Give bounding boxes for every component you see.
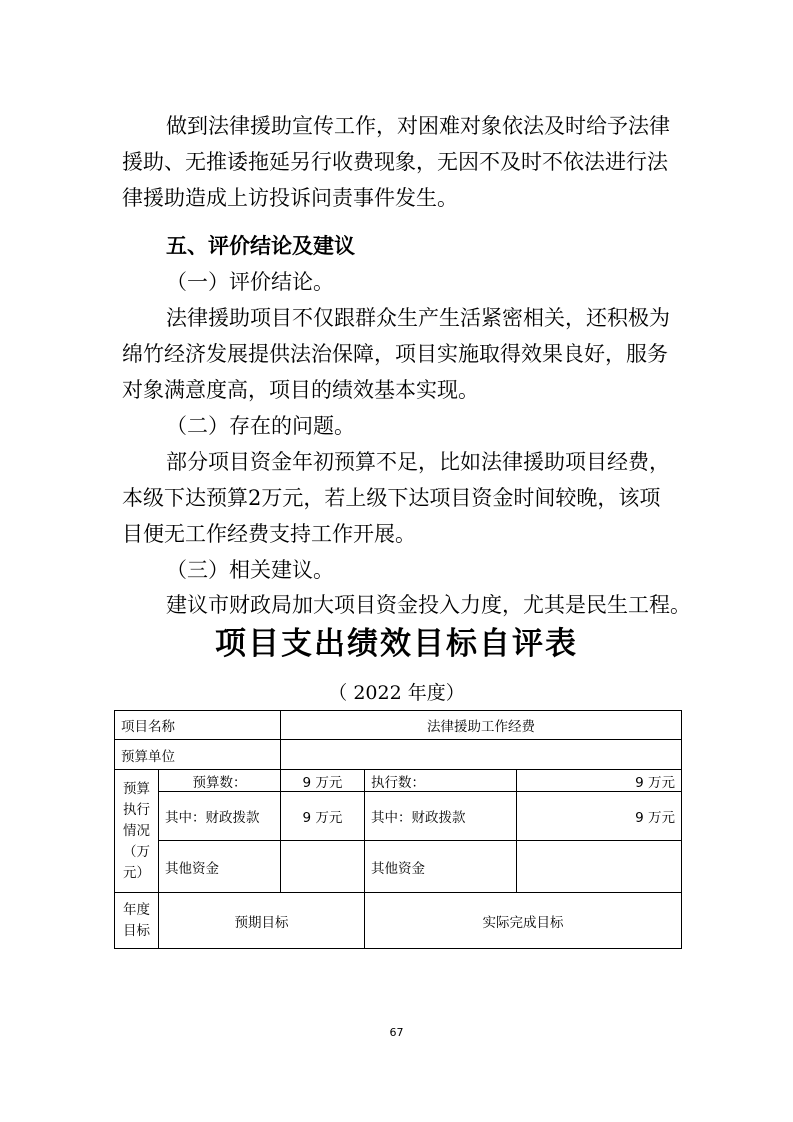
table-row	[115, 770, 682, 792]
project-name-value: 法律援助工作经费	[281, 711, 682, 740]
paragraph-line: 绵竹经济发展提供法治保障，项目实施取得效果良好，服务	[122, 342, 668, 366]
paragraph-line: 援助、无推诿拖延另行收费现象，无因不及时不依法进行法	[122, 150, 668, 174]
budget-amount-label: 预算数：	[159, 770, 281, 792]
other-funds-label: 其他资金	[159, 841, 281, 893]
fiscal-exec-value: 9 万元	[517, 792, 682, 841]
project-name-label: 项目名称	[115, 711, 281, 740]
page-number: 67	[389, 1026, 404, 1039]
subsection-heading: （二）存在的问题。	[166, 414, 355, 438]
paragraph-line: 部分项目资金年初预算不足，比如法律援助项目经费，	[166, 450, 670, 474]
self-evaluation-table	[114, 710, 682, 949]
actual-goal-header: 实际完成目标	[365, 893, 682, 949]
other-funds-value	[281, 841, 365, 893]
fiscal-label: 其中：财政拨款	[159, 792, 281, 841]
paragraph-line: 律援助造成上访投诉问责事件发生。	[122, 186, 458, 210]
section-heading: 五、评价结论及建议	[166, 234, 355, 258]
fiscal-budget-value: 9 万元	[281, 792, 365, 841]
budget-amount-value: 9 万元	[281, 770, 365, 792]
budget-unit-label: 预算单位	[115, 740, 281, 770]
exec-amount-value: 9 万元	[517, 770, 682, 792]
fiscal-exec-label: 其中：财政拨款	[365, 792, 517, 841]
table-row	[115, 740, 682, 770]
table-row	[115, 711, 682, 740]
paragraph-line: 目便无工作经费支持工作开展。	[122, 522, 416, 546]
other-funds-exec-label: 其他资金	[365, 841, 517, 893]
budget-unit-value	[281, 740, 682, 770]
subsection-heading: （三）相关建议。	[166, 558, 334, 582]
paragraph-line: 做到法律援助宣传工作，对困难对象依法及时给予法律	[166, 114, 670, 138]
table-row	[115, 792, 682, 841]
expected-goal-header: 预期目标	[159, 893, 365, 949]
paragraph-line: 本级下达预算2万元，若上级下达项目资金时间较晚，该项	[122, 486, 661, 510]
table-subtitle: （ 2022 年度）	[328, 682, 465, 704]
budget-exec-label: 预算执行情况（万元）	[115, 770, 159, 893]
subsection-heading: （一）评价结论。	[166, 270, 334, 294]
annual-goal-label: 年度目标	[115, 893, 159, 949]
table-title: 项目支出绩效目标自评表	[215, 626, 578, 662]
table-row	[115, 893, 682, 949]
paragraph-line: 对象满意度高，项目的绩效基本实现。	[122, 378, 479, 402]
other-funds-exec-value	[517, 841, 682, 893]
paragraph-line: 法律援助项目不仅跟群众生产生活紧密相关，还积极为	[166, 306, 670, 330]
paragraph-line: 建议市财政局加大项目资金投入力度，尤其是民生工程。	[166, 593, 691, 617]
table-row	[115, 841, 682, 893]
exec-amount-label: 执行数：	[365, 770, 517, 792]
